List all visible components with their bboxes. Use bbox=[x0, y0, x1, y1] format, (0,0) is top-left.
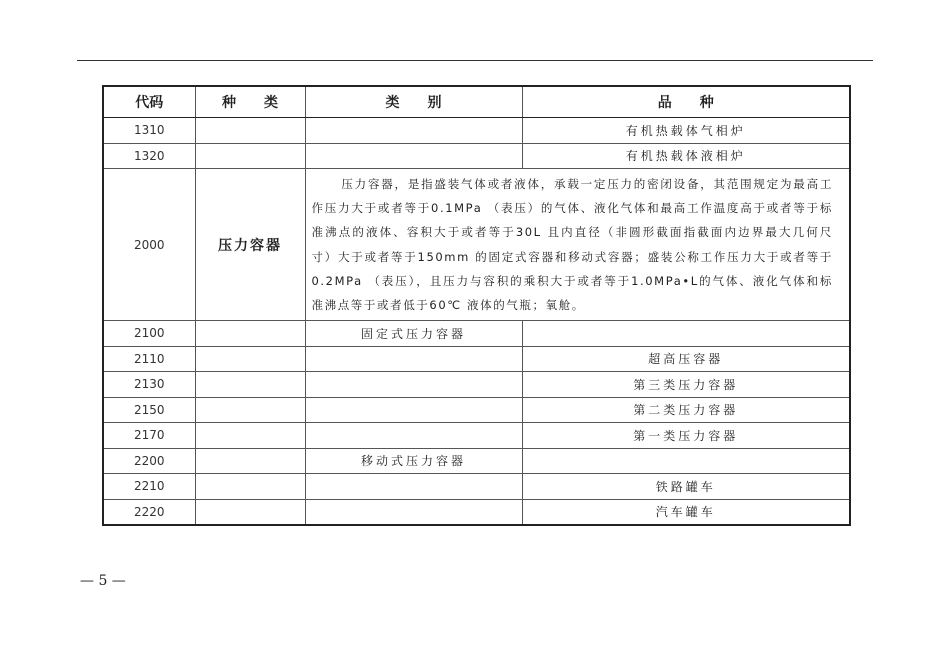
row-category bbox=[305, 143, 522, 169]
row-type bbox=[195, 448, 305, 474]
row-variety: 第一类压力容器 bbox=[522, 423, 850, 449]
row-type bbox=[195, 372, 305, 398]
row-type bbox=[195, 346, 305, 372]
table-row bbox=[103, 499, 850, 525]
row-category: 固定式压力容器 bbox=[305, 321, 522, 347]
row-code: 2130 bbox=[103, 372, 195, 398]
table-row bbox=[103, 321, 850, 347]
table-row bbox=[103, 474, 850, 500]
row-category bbox=[305, 474, 522, 500]
row-code: 2220 bbox=[103, 499, 195, 525]
row-code: 2200 bbox=[103, 448, 195, 474]
page-number: — 5 — bbox=[80, 573, 126, 589]
row-variety: 超高压容器 bbox=[522, 346, 850, 372]
row-category: 移动式压力容器 bbox=[305, 448, 522, 474]
header-type: 种 类 bbox=[195, 86, 305, 118]
row-code: 2100 bbox=[103, 321, 195, 347]
row-category bbox=[305, 397, 522, 423]
row-category bbox=[305, 423, 522, 449]
row-type bbox=[195, 321, 305, 347]
row-variety: 汽车罐车 bbox=[522, 499, 850, 525]
row-variety: 第三类压力容器 bbox=[522, 372, 850, 398]
row-code: 1310 bbox=[103, 118, 195, 144]
row-variety: 有机热载体液相炉 bbox=[522, 143, 850, 169]
row-type bbox=[195, 118, 305, 144]
row-type bbox=[195, 397, 305, 423]
row-variety bbox=[522, 448, 850, 474]
row-variety: 铁路罐车 bbox=[522, 474, 850, 500]
row-category bbox=[305, 346, 522, 372]
row-variety: 有机热载体气相炉 bbox=[522, 118, 850, 144]
table-row bbox=[103, 372, 850, 398]
header-category: 类 别 bbox=[305, 86, 522, 118]
top-rule bbox=[77, 60, 873, 61]
row-type: 压力容器 bbox=[195, 169, 305, 321]
row-code: 2110 bbox=[103, 346, 195, 372]
row-code: 2170 bbox=[103, 423, 195, 449]
equipment-code-table bbox=[102, 85, 851, 526]
row-type bbox=[195, 499, 305, 525]
table-row bbox=[103, 346, 850, 372]
table-row bbox=[103, 448, 850, 474]
row-variety bbox=[522, 321, 850, 347]
row-code: 2150 bbox=[103, 397, 195, 423]
table-row bbox=[103, 397, 850, 423]
table-row-pressure-vessel bbox=[103, 169, 850, 321]
row-code: 1320 bbox=[103, 143, 195, 169]
table-row bbox=[103, 143, 850, 169]
row-variety: 第二类压力容器 bbox=[522, 397, 850, 423]
row-category bbox=[305, 372, 522, 398]
header-code: 代码 bbox=[103, 86, 195, 118]
row-type bbox=[195, 143, 305, 169]
row-category bbox=[305, 499, 522, 525]
table-row bbox=[103, 118, 850, 144]
row-code: 2000 bbox=[103, 169, 195, 321]
row-category bbox=[305, 118, 522, 144]
row-type bbox=[195, 423, 305, 449]
pressure-vessel-definition: 压力容器，是指盛装气体或者液体，承载一定压力的密闭设备，其范围规定为最高工作压力大于或者等于0.1MPa （表压）的气体、液化气体和最高工作温度高于或者等于标准沸点的液体、容积大于或者等于30L 且内直径（非圆形截面指截面内边界最大几何尺寸）大于或者等于150mm 的固定式容器和移动式容器；盛装公称工作压力大于或者等于0.2MPa （表压），且压力与容积的乘积大于或者等于1.0MPa•L的气体、液化气体和标准沸点等于或者低于60℃ 液体的气瓶；氧舱。 bbox=[305, 169, 850, 321]
table-row bbox=[103, 423, 850, 449]
row-code: 2210 bbox=[103, 474, 195, 500]
row-type bbox=[195, 474, 305, 500]
header-variety: 品 种 bbox=[522, 86, 850, 118]
table-header-row bbox=[103, 86, 850, 118]
